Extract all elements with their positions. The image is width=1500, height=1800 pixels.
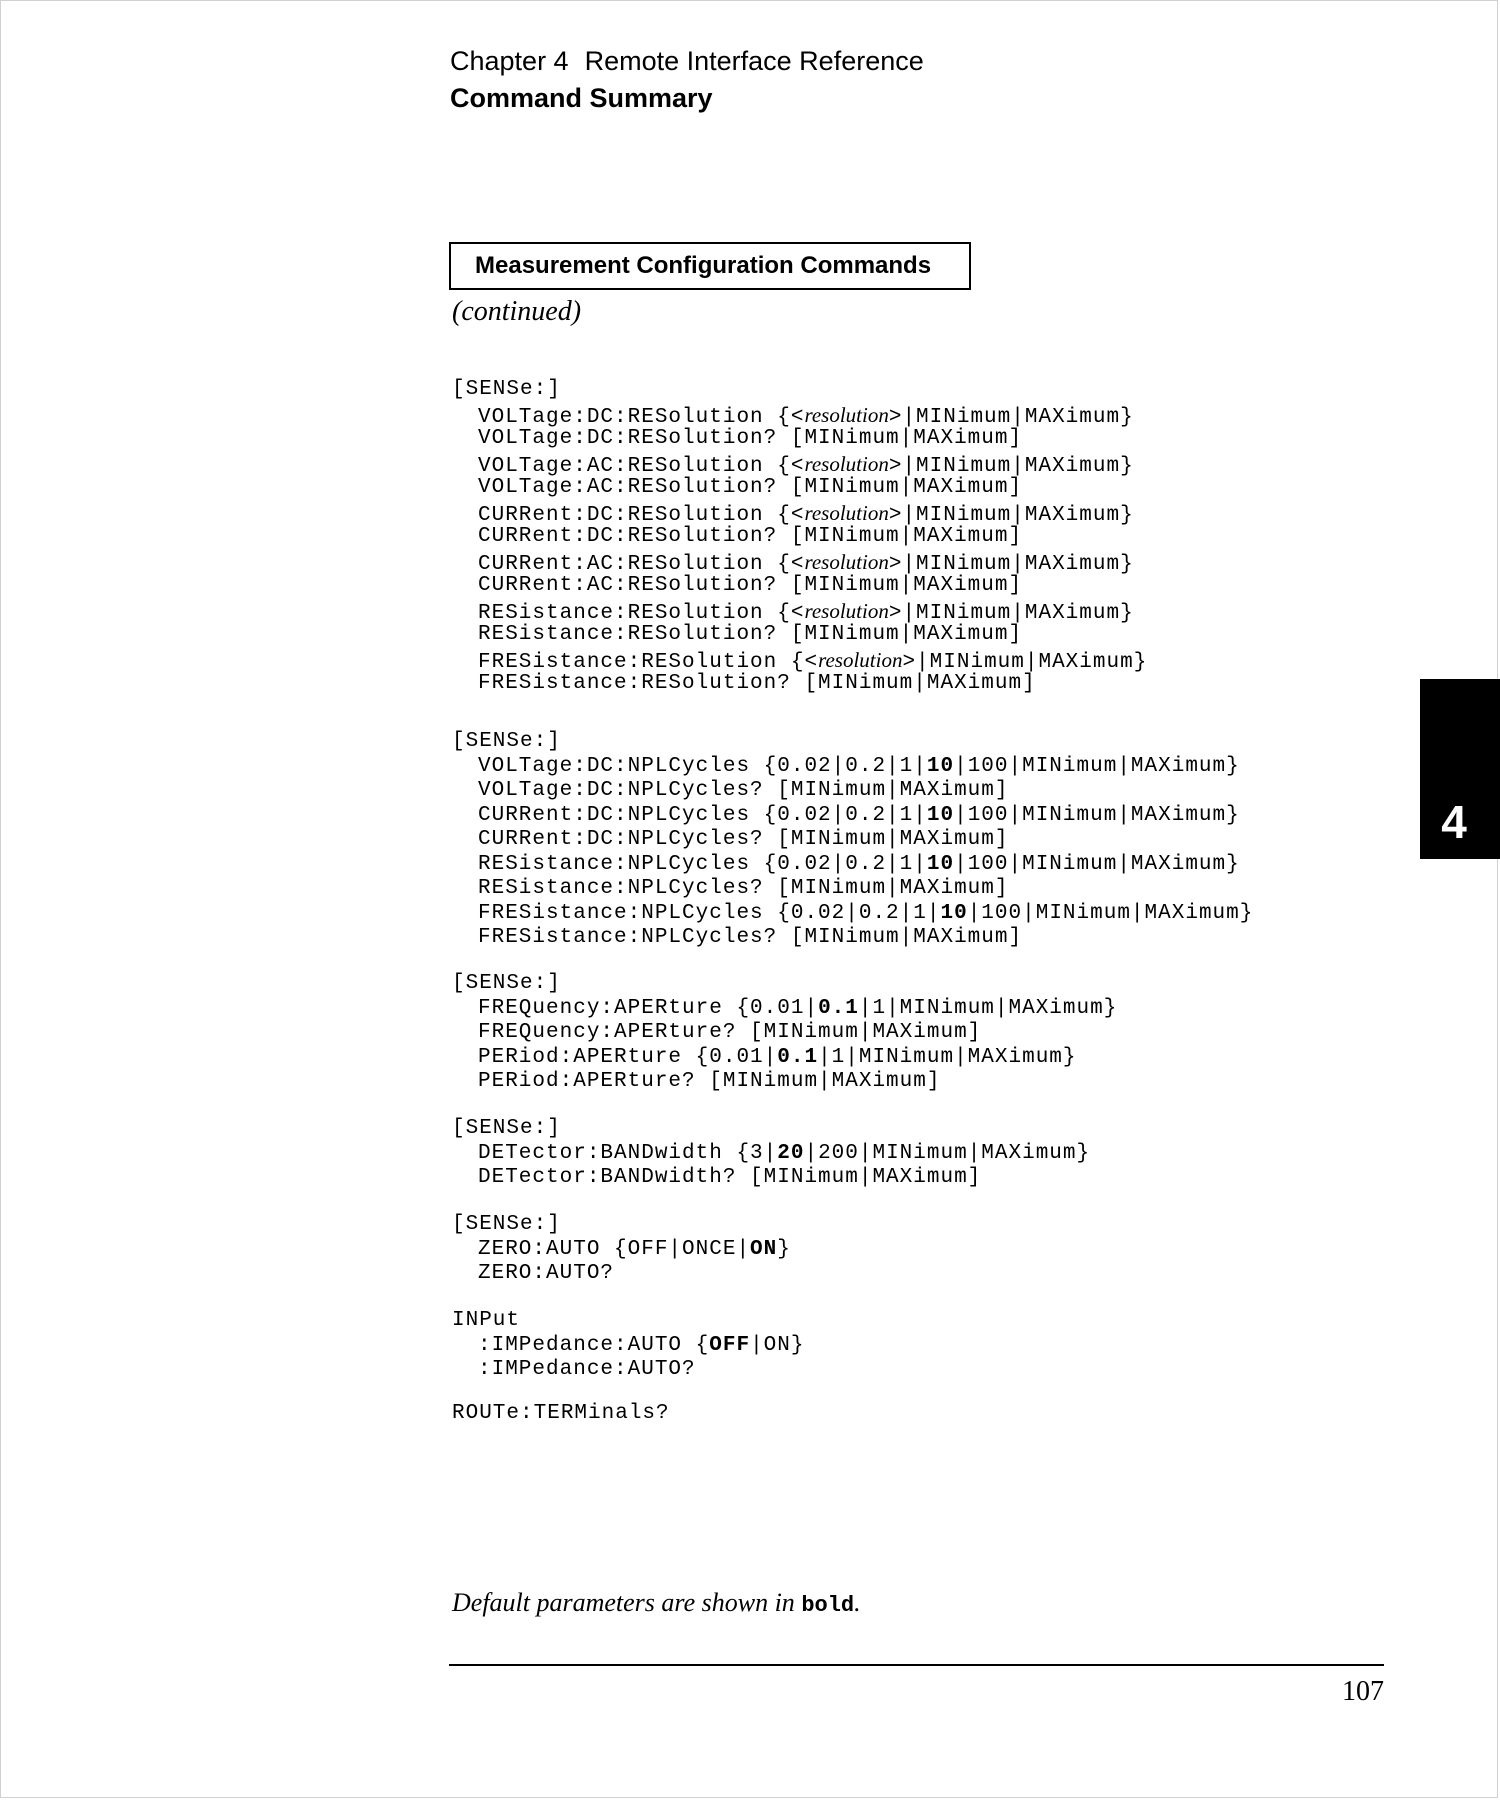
command-text: INPut [452, 1309, 521, 1332]
command-line [452, 1262, 791, 1287]
command-text: |100|MINimum|MAXimum} [954, 803, 1240, 827]
footnote-text: Default parameters are shown in [452, 1588, 802, 1617]
command-line [452, 427, 1147, 452]
command-text: VOLTage:DC:RESolution {< [478, 405, 805, 429]
default-value: 0.1 [777, 1045, 819, 1069]
chapter-tab [1420, 679, 1500, 859]
command-line [452, 1166, 1090, 1191]
command-line [452, 902, 1253, 927]
default-value: 10 [926, 852, 955, 876]
command-line [452, 972, 1117, 997]
command-line [452, 1046, 1117, 1071]
parameter-placeholder: resolution [804, 549, 889, 574]
parameter-placeholder: resolution [818, 647, 903, 672]
command-text: |200|MINimum|MAXimum} [804, 1141, 1091, 1165]
footer-rule [449, 1664, 1384, 1666]
command-line [452, 1238, 791, 1263]
default-params-note [452, 1588, 861, 1618]
command-text: [SENSe:] [452, 378, 561, 401]
command-line [452, 1117, 1090, 1142]
command-line [452, 730, 1253, 755]
parameter-placeholder: resolution [804, 451, 889, 476]
command-text: VOLTage:DC:RESolution? [MINimum|MAXimum] [478, 427, 1023, 450]
command-line [452, 623, 1147, 648]
chapter-header [450, 46, 924, 77]
default-value: 0.1 [818, 996, 859, 1020]
command-line [452, 378, 1147, 403]
command-line [452, 1070, 1117, 1095]
command-line [452, 1358, 804, 1383]
command-text: |1|MINimum|MAXimum} [858, 996, 1118, 1020]
command-text: [SENSe:] [452, 972, 561, 995]
command-line [452, 672, 1147, 697]
command-text: PERiod:APERture? [MINimum|MAXimum] [478, 1070, 941, 1093]
command-group [452, 1117, 1090, 1191]
default-value: ON [750, 1237, 778, 1261]
command-line [452, 403, 1147, 428]
command-text: ZERO:AUTO {OFF|ONCE| [478, 1237, 751, 1261]
command-line [452, 1213, 791, 1238]
command-text: RESistance:NPLCycles? [MINimum|MAXimum] [478, 877, 1009, 900]
command-text: CURRent:DC:NPLCycles {0.02|0.2|1| [478, 803, 927, 827]
command-text: FRESistance:NPLCycles? [MINimum|MAXimum] [478, 926, 1023, 949]
chapter-title: Remote Interface Reference [584, 46, 924, 76]
command-line [452, 828, 1253, 853]
command-line [452, 501, 1147, 526]
command-line [452, 574, 1147, 599]
chapter-label: Chapter 4 [450, 46, 569, 76]
command-line [452, 1142, 1090, 1167]
command-text: VOLTage:AC:RESolution {< [478, 454, 805, 478]
default-value: OFF [709, 1333, 751, 1357]
command-line [452, 926, 1253, 951]
command-text: VOLTage:DC:NPLCycles? [MINimum|MAXimum] [478, 779, 1009, 802]
command-line [452, 525, 1147, 550]
command-text: CURRent:DC:NPLCycles? [MINimum|MAXimum] [478, 828, 1009, 851]
command-line [452, 1334, 804, 1359]
command-text: [SENSe:] [452, 1213, 561, 1236]
box-heading: Measurement Configuration Commands [449, 242, 971, 290]
command-text: CURRent:DC:RESolution {< [478, 503, 805, 527]
command-text: CURRent:AC:RESolution {< [478, 552, 805, 576]
command-text: RESistance:RESolution? [MINimum|MAXimum] [478, 623, 1023, 646]
page-number: 107 [1342, 1676, 1384, 1707]
command-line [452, 1021, 1117, 1046]
command-text: } [777, 1237, 791, 1261]
command-line [452, 599, 1147, 624]
command-text: [SENSe:] [452, 730, 561, 753]
command-line [452, 804, 1253, 829]
command-text: CURRent:DC:RESolution? [MINimum|MAXimum] [478, 525, 1023, 548]
command-text: |100|MINimum|MAXimum} [954, 852, 1240, 876]
parameter-placeholder: resolution [804, 402, 889, 427]
command-text: |ON} [750, 1333, 805, 1357]
command-text: >|MINimum|MAXimum} [888, 503, 1134, 527]
command-text: PERiod:APERture {0.01| [478, 1045, 778, 1069]
command-group [452, 1402, 670, 1427]
command-text: FREQuency:APERture {0.01| [478, 996, 819, 1020]
command-text: RESistance:NPLCycles {0.02|0.2|1| [478, 852, 927, 876]
command-text: |1|MINimum|MAXimum} [818, 1045, 1077, 1069]
command-group [452, 1309, 804, 1383]
command-group [452, 378, 1147, 697]
parameter-placeholder: resolution [804, 500, 889, 525]
default-value: 20 [777, 1141, 805, 1165]
command-line [452, 452, 1147, 477]
command-group [452, 1213, 791, 1287]
command-line [452, 755, 1253, 780]
command-text: >|MINimum|MAXimum} [888, 552, 1134, 576]
command-text: >|MINimum|MAXimum} [888, 454, 1134, 478]
command-text: FREQuency:APERture? [MINimum|MAXimum] [478, 1021, 982, 1044]
command-line [452, 877, 1253, 902]
command-line [452, 648, 1147, 673]
command-line [452, 476, 1147, 501]
command-text: DETector:BANDwidth {3| [478, 1141, 778, 1165]
chapter-tab-number: 4 [1441, 796, 1467, 848]
command-text: :IMPedance:AUTO? [478, 1358, 696, 1381]
command-text: CURRent:AC:RESolution? [MINimum|MAXimum] [478, 574, 1023, 597]
command-text: VOLTage:AC:RESolution? [MINimum|MAXimum] [478, 476, 1023, 499]
footnote-period: . [854, 1588, 861, 1617]
command-text: FRESistance:NPLCycles {0.02|0.2|1| [478, 901, 941, 925]
command-text: VOLTage:DC:NPLCycles {0.02|0.2|1| [478, 754, 927, 778]
parameter-placeholder: resolution [804, 598, 889, 623]
command-text: FRESistance:RESolution {< [478, 650, 819, 674]
command-line [452, 779, 1253, 804]
command-text: :IMPedance:AUTO { [478, 1333, 710, 1357]
command-text: ZERO:AUTO? [478, 1262, 615, 1285]
command-text: [SENSe:] [452, 1117, 561, 1140]
command-text: >|MINimum|MAXimum} [888, 601, 1134, 625]
command-text: FRESistance:RESolution? [MINimum|MAXimum] [478, 672, 1036, 695]
command-text: ROUTe:TERMinals? [452, 1402, 670, 1425]
command-text: DETector:BANDwidth? [MINimum|MAXimum] [478, 1166, 982, 1189]
default-value: 10 [926, 754, 955, 778]
command-line [452, 550, 1147, 575]
command-text: >|MINimum|MAXimum} [902, 650, 1148, 674]
command-text: >|MINimum|MAXimum} [888, 405, 1134, 429]
command-text: RESistance:RESolution {< [478, 601, 805, 625]
command-text: |100|MINimum|MAXimum} [967, 901, 1254, 925]
command-text: |100|MINimum|MAXimum} [954, 754, 1240, 778]
command-group [452, 730, 1253, 951]
command-line [452, 1309, 804, 1334]
section-title: Command Summary [450, 83, 713, 113]
continued-note: (continued) [452, 296, 582, 327]
command-group [452, 972, 1117, 1095]
command-line [452, 1402, 670, 1427]
default-value: 10 [926, 803, 955, 827]
command-line [452, 853, 1253, 878]
footnote-bold-word: bold [801, 1593, 855, 1618]
default-value: 10 [940, 901, 968, 925]
command-line [452, 997, 1117, 1022]
